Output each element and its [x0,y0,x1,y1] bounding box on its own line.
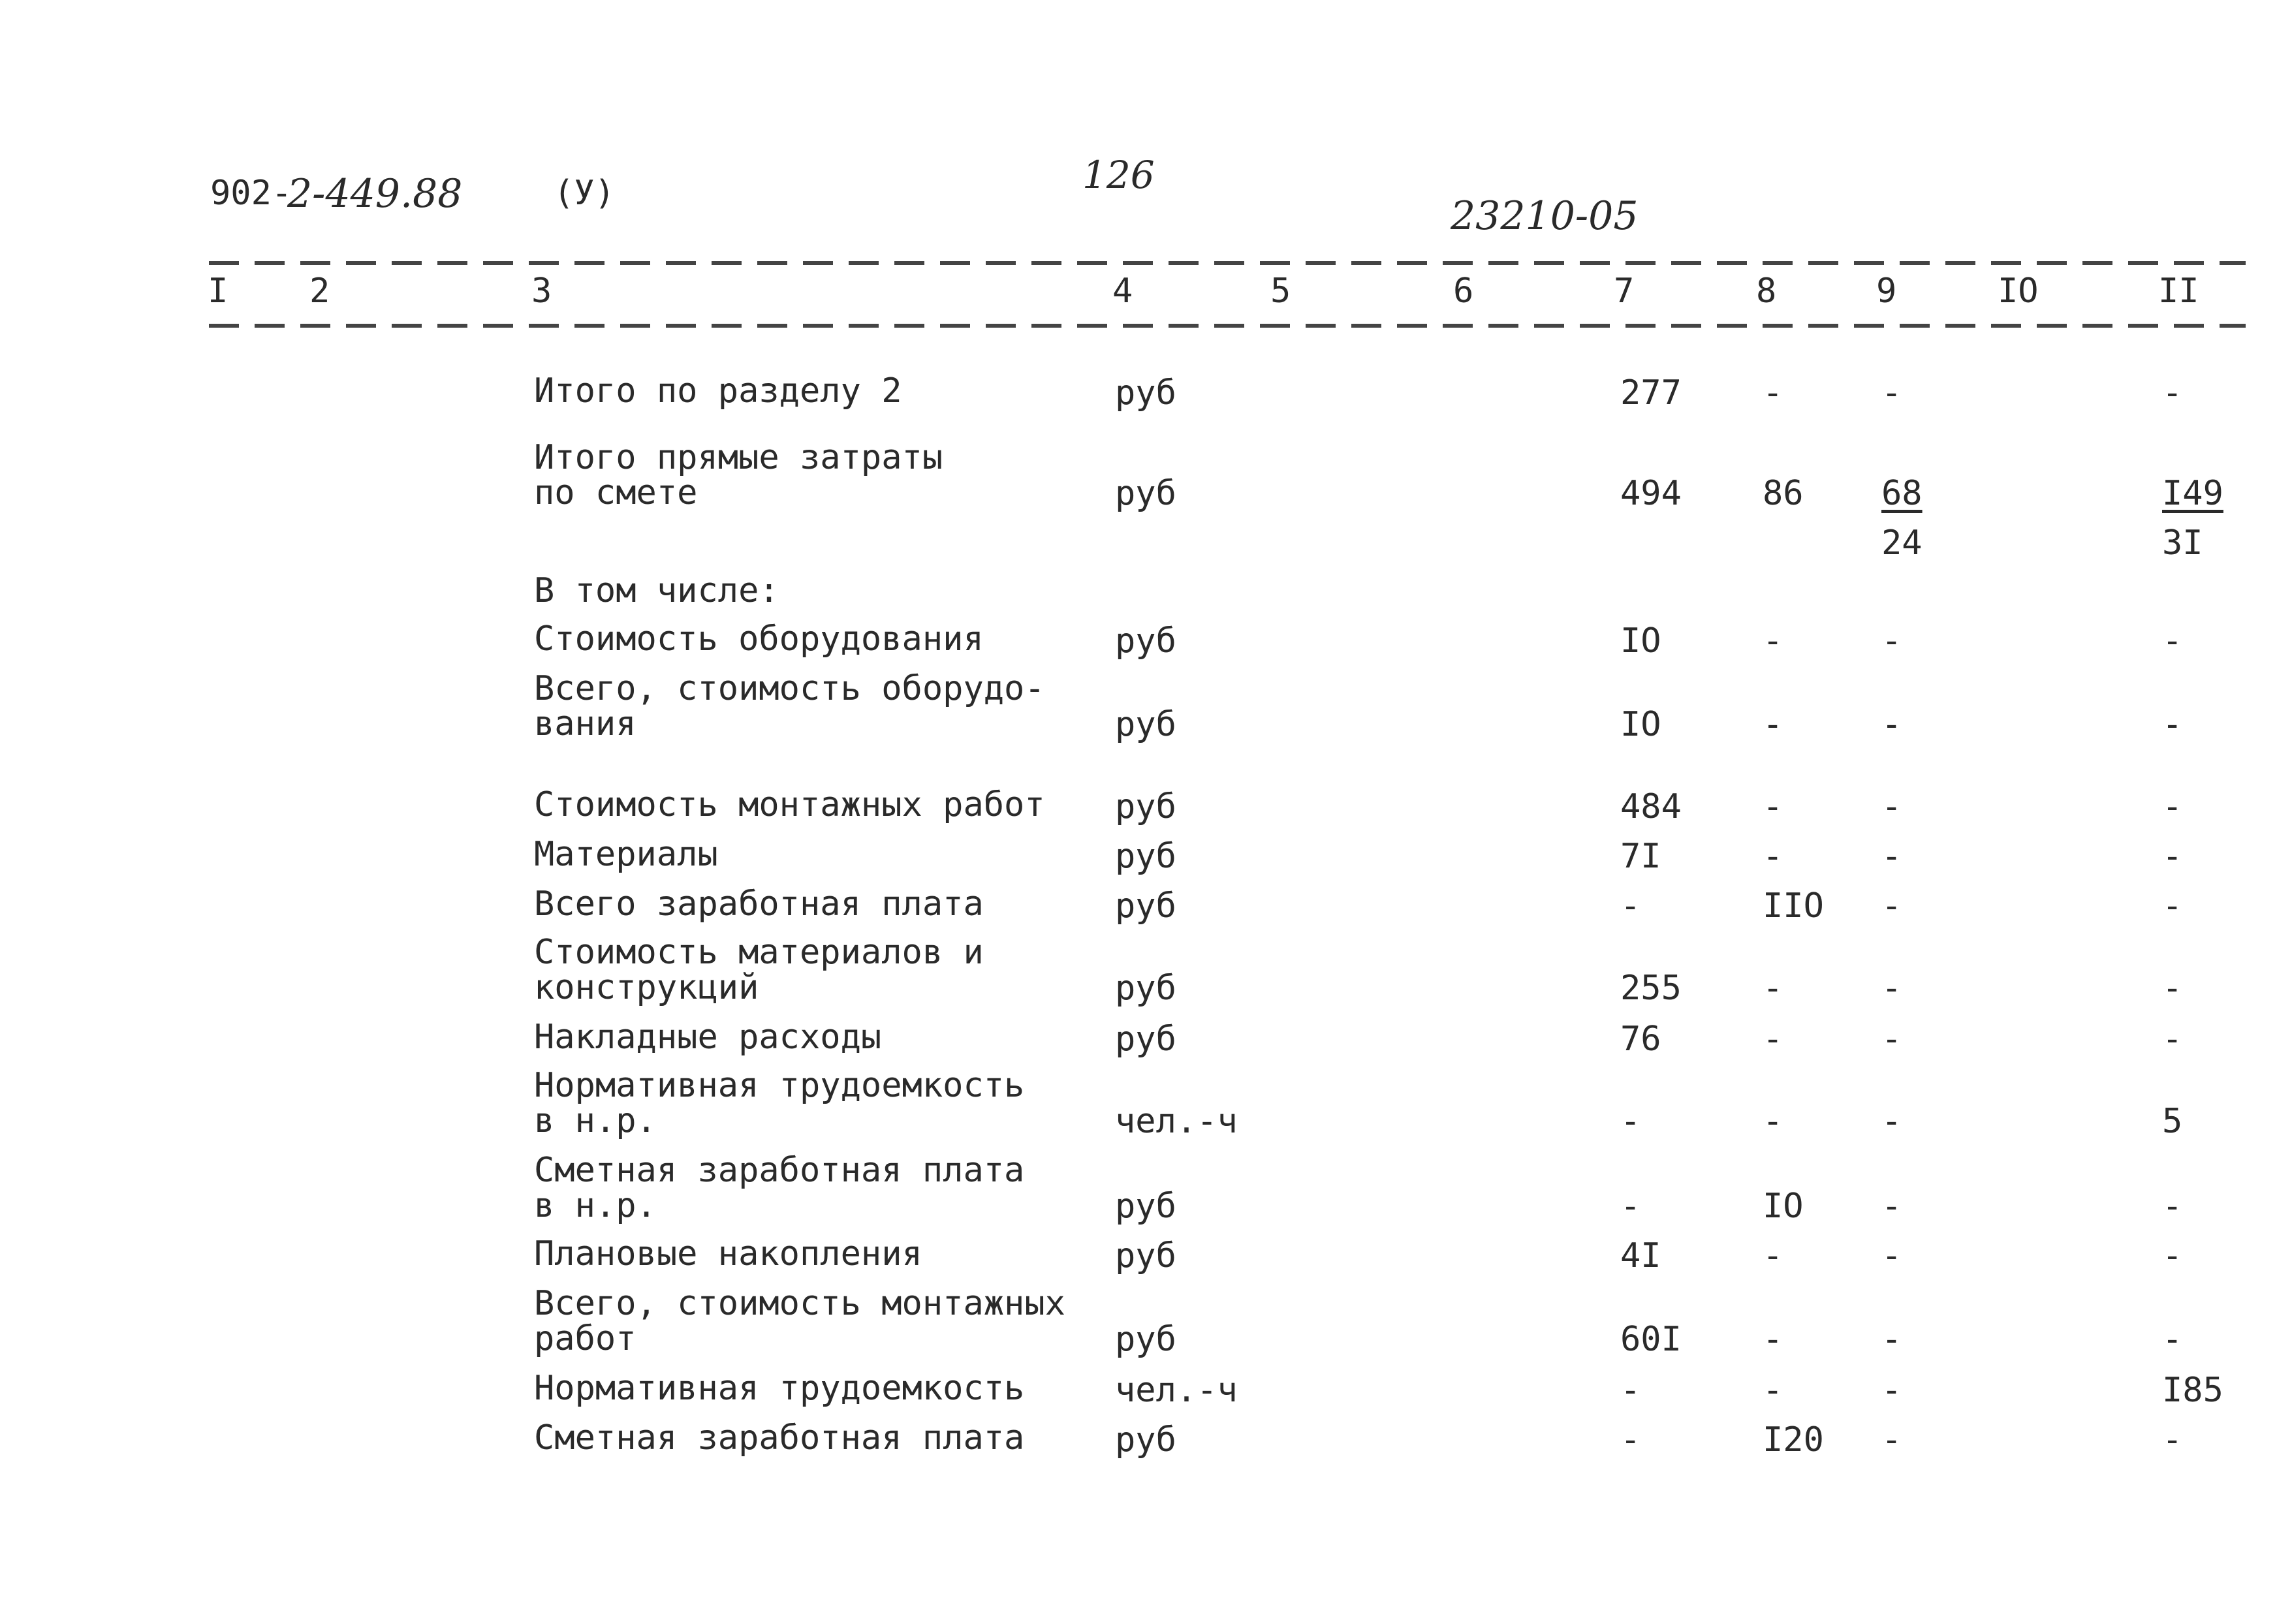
row-col11: - [2162,1187,2183,1226]
row-col9: - [1881,1236,1902,1275]
row-col7: 255 [1620,969,1682,1008]
row-col9: - [1881,1320,1902,1359]
row-unit: руб [1115,1420,1176,1460]
row-unit: руб [1115,1320,1176,1359]
row-col11: I49 [2162,474,2223,513]
row-col8: - [1763,1020,1783,1059]
row-name: Итого прямые затраты по смете [534,438,943,512]
row-col9: - [1881,969,1902,1008]
row-col11: - [2162,705,2183,744]
row-col7: 494 [1620,474,1682,513]
row-col8: - [1763,621,1783,661]
row-col11: - [2162,621,2183,661]
row-col9: - [1881,705,1902,744]
column-number: 3 [531,272,552,311]
row-col8: - [1763,787,1783,826]
row-unit: руб [1115,1187,1176,1226]
row-col11: - [2162,1420,2183,1460]
row-col9: - [1881,621,1902,661]
row-col11: - [2162,837,2183,876]
row-name: Всего, стоимость монтажных работ [534,1284,1065,1358]
row-unit: руб [1115,621,1176,661]
row-col7: 76 [1620,1020,1661,1059]
row-name: Стоимость монтажных работ [534,785,1045,824]
row-col11: 5 [2162,1102,2183,1141]
row-col11-sub: 3I [2162,523,2203,563]
row-col9: - [1881,787,1902,826]
row-unit: руб [1115,1236,1176,1275]
column-number: 5 [1270,272,1291,311]
row-col7: IO [1620,705,1661,744]
row-col11: - [2162,373,2183,413]
column-number: 8 [1756,272,1777,311]
row-unit: руб [1115,474,1176,513]
row-name: Материалы [534,835,718,874]
row-name: Плановые накопления [534,1234,922,1273]
row-name: Всего заработная плата [534,884,984,924]
row-col9: - [1881,886,1902,926]
row-name: В том числе: [534,571,779,610]
row-col7: 7I [1620,837,1661,876]
document-mark: (У) [554,174,615,213]
row-col11: - [2162,1236,2183,1275]
column-number: 7 [1614,272,1635,311]
row-col9: - [1881,837,1902,876]
row-unit: руб [1115,787,1176,826]
row-col8: - [1763,1102,1783,1141]
document-code: 2-449.88 [287,171,463,217]
header-bottom-divider [209,324,2246,328]
row-col7: 4I [1620,1236,1661,1275]
row-col8: - [1763,705,1783,744]
column-number: II [2158,272,2199,311]
row-col8: - [1763,373,1783,413]
row-name: Нормативная трудоемкость [534,1369,1025,1408]
row-name: Сметная заработная плата [534,1418,1025,1458]
column-number: I [208,272,228,311]
row-col8: - [1763,1236,1783,1275]
column-number: 2 [309,272,330,311]
column-number: IO [1998,272,2039,311]
row-col8: - [1763,837,1783,876]
row-unit: руб [1115,969,1176,1008]
row-col11: - [2162,1320,2183,1359]
row-name: Накладные расходы [534,1018,882,1057]
row-col8: I20 [1763,1420,1824,1460]
row-col9: - [1881,1020,1902,1059]
row-col7: - [1620,886,1641,926]
row-col9-sub: 24 [1881,523,1923,563]
row-col11: - [2162,787,2183,826]
row-name: Сметная заработная плата в н.р. [534,1151,1025,1225]
row-col7: 277 [1620,373,1682,413]
row-col7: - [1620,1420,1641,1460]
row-col9: - [1881,373,1902,413]
header-top-divider [209,261,2246,265]
row-name: Итого по разделу 2 [534,371,902,411]
document-prefix: 902- [210,174,292,213]
row-col7: - [1620,1371,1641,1410]
row-col11: - [2162,886,2183,926]
row-col11: - [2162,1020,2183,1059]
column-number: 4 [1112,272,1133,311]
row-unit: руб [1115,837,1176,876]
row-col7: 484 [1620,787,1682,826]
row-col8: - [1763,969,1783,1008]
row-col9: - [1881,1420,1902,1460]
row-col7: 60I [1620,1320,1682,1359]
row-col7: - [1620,1102,1641,1141]
row-col8: - [1763,1371,1783,1410]
row-col8: IIO [1763,886,1824,926]
row-name: Всего, стоимость оборудо- вания [534,669,1045,743]
row-name: Нормативная трудоемкость в н.р. [534,1066,1025,1140]
row-col11: - [2162,969,2183,1008]
reference-number: 23210-05 [1451,193,1639,239]
row-col8: 86 [1763,474,1804,513]
row-unit: чел.-ч [1115,1102,1238,1141]
row-col9: - [1881,1187,1902,1226]
row-name: Стоимость оборудования [534,619,984,659]
row-col8: IO [1763,1187,1804,1226]
row-unit: чел.-ч [1115,1371,1238,1410]
row-unit: руб [1115,886,1176,926]
row-col7: - [1620,1187,1641,1226]
column-number: 9 [1876,272,1897,311]
row-col11: I85 [2162,1371,2223,1410]
page-number: 126 [1082,153,1155,197]
row-col9: - [1881,1102,1902,1141]
row-col9: - [1881,1371,1902,1410]
column-number: 6 [1453,272,1474,311]
row-name: Стоимость материалов и конструкций [534,933,984,1007]
row-col7: IO [1620,621,1661,661]
row-unit: руб [1115,373,1176,413]
row-col8: - [1763,1320,1783,1359]
row-col9: 68 [1881,474,1923,513]
row-unit: руб [1115,1020,1176,1059]
row-unit: руб [1115,705,1176,744]
